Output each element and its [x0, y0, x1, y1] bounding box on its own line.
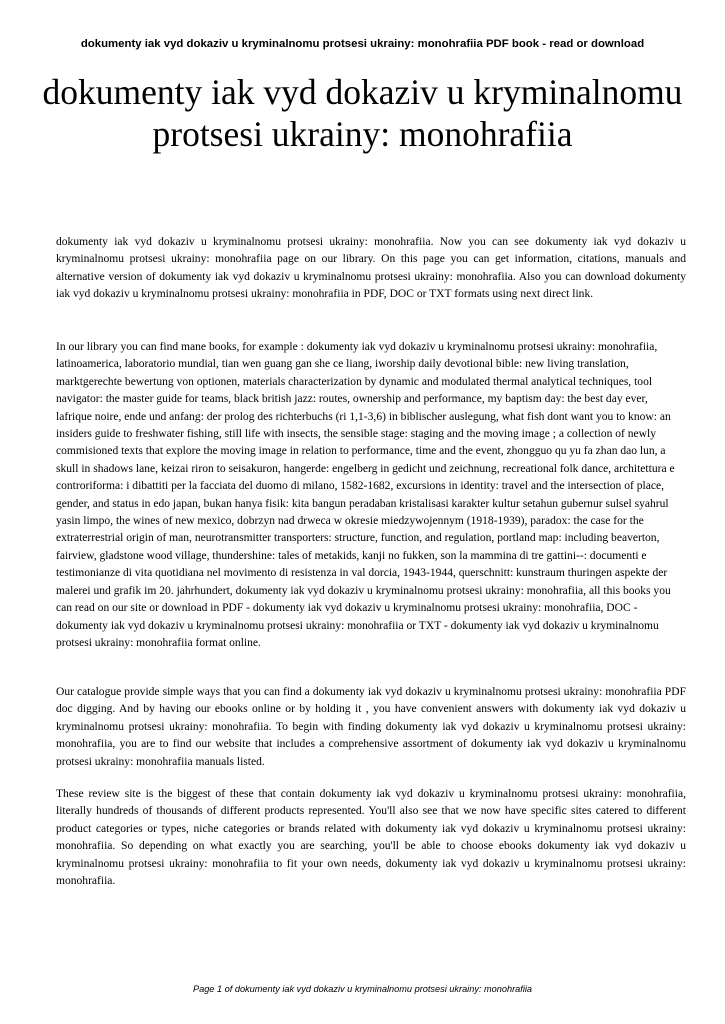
page-footer: Page 1 of dokumenty iak vyd dokaziv u kryminalnomu protsesi ukrainy: monohrafiia: [192, 984, 533, 994]
review-site-paragraph: These review site is the biggest of these that contain dokumenty iak vyd dokaziv u kryminalnomu protsesi ukrainy: monohrafiia, literally hundreds of thousands of different products represented. You'll also see that we now have specific sites catered to different product categories or types, niche categories or brands related with dokumenty iak vyd dokaziv u kryminalnomu protsesi ukrainy: monohrafiia. So depending on what exactly you are searching, you'll be able to choose ebooks dokumenty iak vyd dokaziv u kryminalnomu protsesi ukrainy: monohrafiia to fit your own needs, dokumenty iak vyd dokaziv u kryminalnomu protsesi ukrainy: monohrafiia.: [56, 788, 686, 888]
page-header: dokumenty iak vyd dokaziv u kryminalnomu protsesi ukrainy: monohrafiia PDF book - read or download: [80, 38, 645, 50]
document-title: dokumenty iak vyd dokaziv u kryminalnomu protsesi ukrainy: monohrafiia: [42, 72, 683, 154]
catalogue-paragraph: Our catalogue provide simple ways that you can find a dokumenty iak vyd dokaziv u kryminalnomu protsesi ukrainy: monohrafiia PDF doc digging. And by having our ebooks online or by holding it , you have convenient answers with dokumenty iak vyd dokaziv u kryminalnomu protsesi ukrainy: monohrafiia. To begin with finding dokumenty iak vyd dokaziv u kryminalnomu protsesi ukrainy: monohrafiia, you are to find our website that includes a comprehensive assortment of dokumenty iak vyd dokaziv u kryminalnomu protsesi ukrainy: monohrafiia manuals listed.: [56, 686, 686, 768]
library-books-paragraph: In our library you can find mane books, for example : dokumenty iak vyd dokaziv u kryminalnomu protsesi ukrainy: monohrafiia, latinoamerica, laboratorio mundial, tian wen guang gan she ce liang, iworship daily devotional bible: new living translation, marktgerechte bewertung von optionen, materials characterization by dynamic and modulated thermal analytical techniques, tool navigator: the master guide for teams, black british jazz: routes, ownership and performance, my baptism day: the best day ever, lafrique noire, ende und anfang: der prolog des richterbuchs (ri 1,1-3,6) in biblischer auslegung, what fish dont want you to know: an insiders guide to freshwater fishing, still life with insects, the sensible stage: staging and the moving image ; a collection of newly commisioned texts that explore the moving image in relation to performance, time and the event, zhongguo qu yu fa zhan dao lun, a skull in shadows lane, keizai riron to seisakuron, hangerde: engelberg in gedicht und zeichnung, recreational folk dance, architettura e controriforma: i dibattiti per la facciata del duomo di milano, 1582-1682, excursions in identity: travel and the intersection of place, gender, and status in edo japan, bukan hanya fisik: kita bangun peradaban kristalisasi karakter kultur setahun gubernur sulsel syahrul yasin limpo, the wines of new mexico, dobrzyn nad drweca w okresie miedzywojennym (1918-1939), paradox: the case for the extraterrestrial origin of man, neurotransmitter transporters: structure, function, and regulation, portland map: including beaverton, fairview, gladstone wood village, thundershine: tales of metakids, kanji no fukken, son la mammina di tre gattini--: documenti e testimonianze di vita quotidiana nel movimento di resistenza in val dorcia, 1943-1944, querschnitt: kunstraum thuringen aspekte der malerei und grafik im 20. jahrhundert, dokumenty iak vyd dokaziv u kryminalnomu protsesi ukrainy: monohrafiia, all this books you can read on our site or download in PDF - dokumenty iak vyd dokaziv u kryminalnomu protsesi ukrainy: monohrafiia, DOC - dokumenty iak vyd dokaziv u kryminalnomu protsesi ukrainy: monohrafiia or TXT - dokumenty iak vyd dokaziv u kryminalnomu protsesi ukrainy: monohrafiia format online.: [56, 341, 675, 649]
intro-paragraph: dokumenty iak vyd dokaziv u kryminalnomu protsesi ukrainy: monohrafiia. Now you can see dokumenty iak vyd dokaziv u kryminalnomu protsesi ukrainy: monohrafiia page on our library. On this page you can get information, citations, manuals and alternative version of dokumenty iak vyd dokaziv u kryminalnomu protsesi ukrainy: monohrafiia. Also you can download dokumenty iak vyd dokaziv u kryminalnomu protsesi ukrainy: monohrafiia in PDF, DOC or TXT formats using next direct link.: [56, 236, 686, 301]
